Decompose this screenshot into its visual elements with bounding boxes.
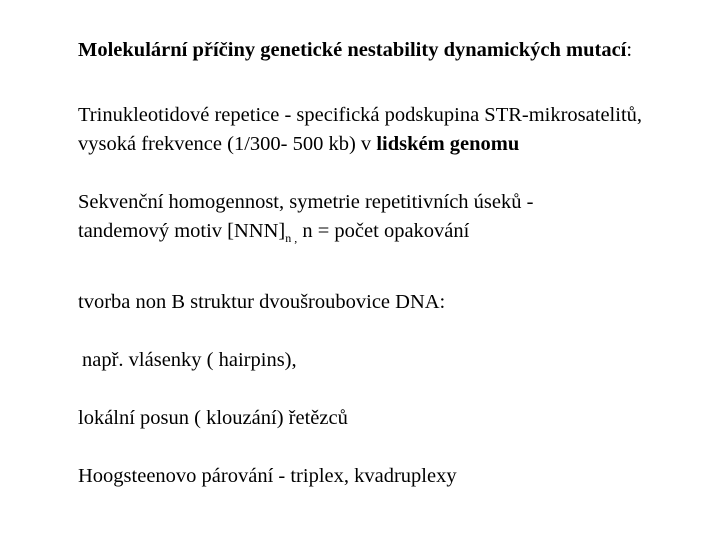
- paragraph-hoogsteen-pairing: Hoogsteenovo párování - triplex, kvadruplexy: [78, 465, 457, 487]
- slide-content: [78, 36, 678, 491]
- paragraph-hairpins: např. vlásenky ( hairpins),: [82, 349, 297, 371]
- paragraph-non-b-structures: tvorba non B struktur dvoušroubovice DNA:: [78, 291, 446, 313]
- heading-bold-text: Molekulární příčiny genetické nestability dynamických mutací: [78, 39, 627, 61]
- homogeneity-line2-post: n = počet opakování: [297, 220, 470, 242]
- slide-heading: [78, 36, 678, 65]
- motif-subscript: n ,: [285, 231, 298, 245]
- heading-suffix: :: [626, 39, 633, 61]
- homogeneity-line2-pre: tandemový motiv [NNN]: [78, 220, 286, 242]
- paragraph-strand-slippage: lokální posun ( klouzání) řetězců: [78, 407, 348, 429]
- trinucleotide-bold-text: lidském genomu: [376, 133, 520, 155]
- homogeneity-line1: Sekvenční homogennost, symetrie repetitivních úseků -: [78, 191, 534, 213]
- paragraph-trinucleotide-repeats: [78, 101, 678, 159]
- paragraph-sequence-homogeneity: [78, 188, 678, 248]
- trinucleotide-text: Trinukleotidové repetice - specifická podskupina STR-mikrosatelitů, vysoká frekvence (1/300- 500 kb) v: [78, 104, 643, 155]
